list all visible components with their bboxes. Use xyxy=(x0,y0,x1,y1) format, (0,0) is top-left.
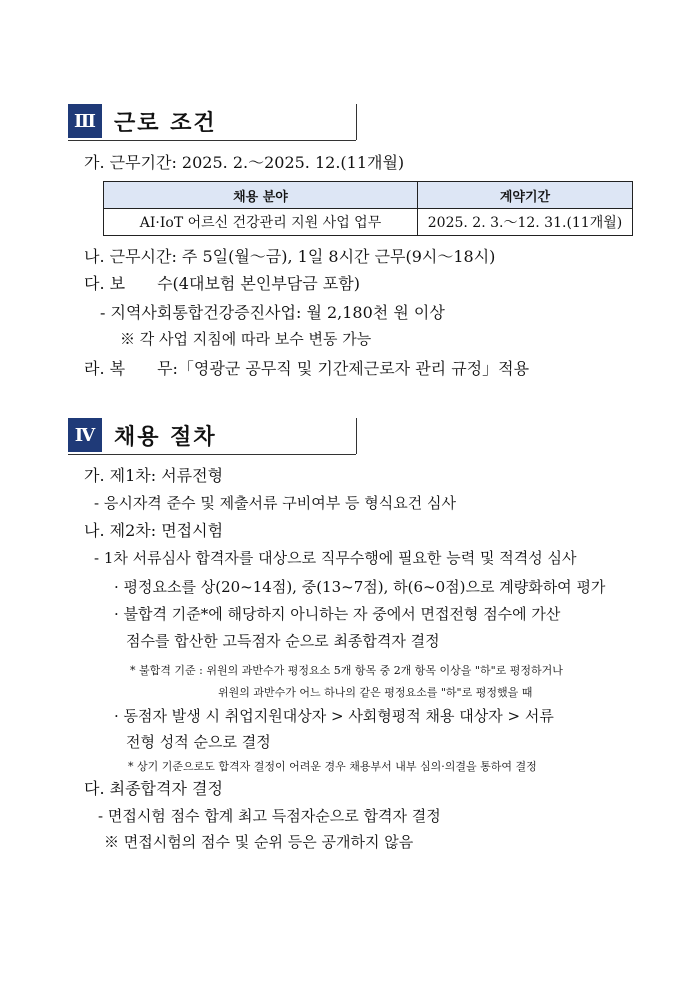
sec4-item-da: 다. 최종합격자 결정 xyxy=(84,779,223,798)
section-3-underline xyxy=(68,140,356,141)
section-3-title: 근로 조건 xyxy=(114,111,217,136)
sec4-bullet-1: · 평정요소를 상(20~14점), 중(13~7점), 하(6~0점)으로 계량화하여 평가 xyxy=(114,578,606,596)
section-4-header xyxy=(68,418,358,454)
sec4-footnote-2: * 상기 기준으로도 합격자 결정이 어려운 경우 채용부서 내부 심의·의결을 통하여 결정 xyxy=(128,760,537,773)
section-4-underline xyxy=(68,454,356,455)
sec4-bullet-2-line1: · 불합격 기준*에 해당하지 아니하는 자 중에서 면접전형 점수에 가산 xyxy=(114,605,561,623)
sec4-footnote-1-line2: 위원의 과반수가 어느 하나의 같은 평정요소를 "하"로 평정했을 때 xyxy=(218,686,533,699)
sec4-item-na-sub: - 1차 서류심사 합격자를 대상으로 직무수행에 필요한 능력 및 적격성 심사 xyxy=(94,549,577,567)
section-3-rightline xyxy=(356,104,357,140)
sec3-item-na: 나. 근무시간: 주 5일(월～금), 1일 8시간 근무(9시～18시) xyxy=(84,247,496,266)
section-3-header xyxy=(68,104,358,140)
sec3-item-ga: 가. 근무기간: 2025. 2.～2025. 12.(11개월) xyxy=(84,153,405,172)
sec4-bullet-3-line2: 전형 성적 순으로 결정 xyxy=(126,733,271,751)
table-cell-period: 2025. 2. 3.～12. 31.(11개월) xyxy=(418,209,633,236)
sec4-item-ga: 가. 제1차: 서류전형 xyxy=(84,466,224,485)
section-4-title: 채용 절차 xyxy=(114,425,217,450)
sec4-item-ga-sub: - 응시자격 준수 및 제출서류 구비여부 등 형식요건 심사 xyxy=(94,494,456,512)
table-row xyxy=(104,209,633,236)
sec4-item-na: 나. 제2차: 면접시험 xyxy=(84,521,224,540)
table-header-period: 계약기간 xyxy=(418,182,633,209)
sec4-item-da-note: ※ 면접시험의 점수 및 순위 등은 공개하지 않음 xyxy=(104,833,414,851)
section-4-number: Ⅳ xyxy=(68,418,102,452)
sec4-item-da-sub: - 면접시험 점수 합계 최고 득점자순으로 합격자 결정 xyxy=(98,807,441,825)
table-cell-field: AI·IoT 어르신 건강관리 지원 사업 업무 xyxy=(104,209,418,236)
sec4-bullet-2-line2: 점수를 합산한 고득점자 순으로 최종합격자 결정 xyxy=(126,632,440,650)
sec3-item-da-sub: - 지역사회통합건강증진사업: 월 2,180천 원 이상 xyxy=(100,303,445,322)
sec3-item-da-note: ※ 각 사업 지침에 따라 보수 변동 가능 xyxy=(120,330,372,348)
sec4-bullet-3-line1: · 동점자 발생 시 취업지원대상자 > 사회형평적 채용 대상자 > 서류 xyxy=(114,707,554,725)
sec3-item-da: 다. 보 수(4대보험 본인부담금 포함) xyxy=(84,274,360,293)
section-3-number: Ⅲ xyxy=(68,104,102,138)
table-header-field: 채용 분야 xyxy=(104,182,418,209)
table-header-row xyxy=(104,182,633,209)
sec3-item-ra: 라. 복 무:「영광군 공무직 및 기간제근로자 관리 규정」적용 xyxy=(84,359,530,378)
sec4-footnote-1-line1: * 불합격 기준 : 위원의 과반수가 평정요소 5개 항목 중 2개 항목 이상을 "하"로 평정하거나 xyxy=(130,664,563,677)
section-4-rightline xyxy=(356,418,357,454)
work-table xyxy=(103,181,633,236)
